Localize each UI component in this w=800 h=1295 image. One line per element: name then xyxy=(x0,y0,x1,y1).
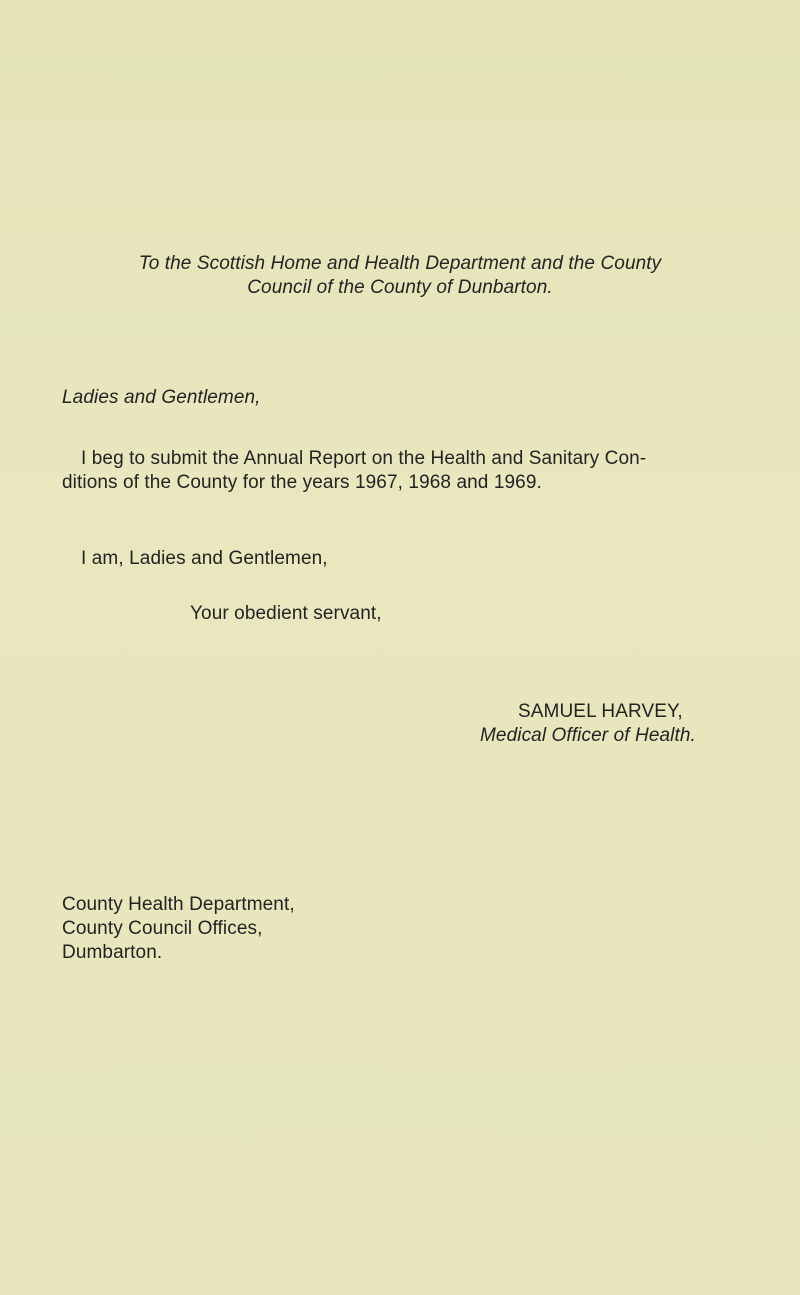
letter-addressee xyxy=(40,252,760,300)
body-line-2: ditions of the County for the years 1967, 1968 and 1969. xyxy=(62,472,542,493)
address-line-2: County Council Offices, xyxy=(62,918,263,939)
sender-address xyxy=(62,893,295,965)
body-line-1: I beg to submit the Annual Report on the Health and Sanitary Con- xyxy=(81,448,647,469)
letter-closing-line-1: I am, Ladies and Gentlemen, xyxy=(81,548,328,569)
address-line-1: County Health Department, xyxy=(62,894,295,915)
addressee-line-2: Council of the County of Dunbarton. xyxy=(247,277,553,298)
address-line-3: Dumbarton. xyxy=(62,942,163,963)
letter-salutation: Ladies and Gentlemen, xyxy=(62,387,261,408)
signature-name: SAMUEL HARVEY, xyxy=(518,701,683,722)
signature-title: Medical Officer of Health. xyxy=(480,725,696,746)
addressee-line-1: To the Scottish Home and Health Department and the County xyxy=(138,253,662,274)
letter-closing-line-2: Your obedient servant, xyxy=(190,603,382,624)
letter-body xyxy=(62,447,646,495)
